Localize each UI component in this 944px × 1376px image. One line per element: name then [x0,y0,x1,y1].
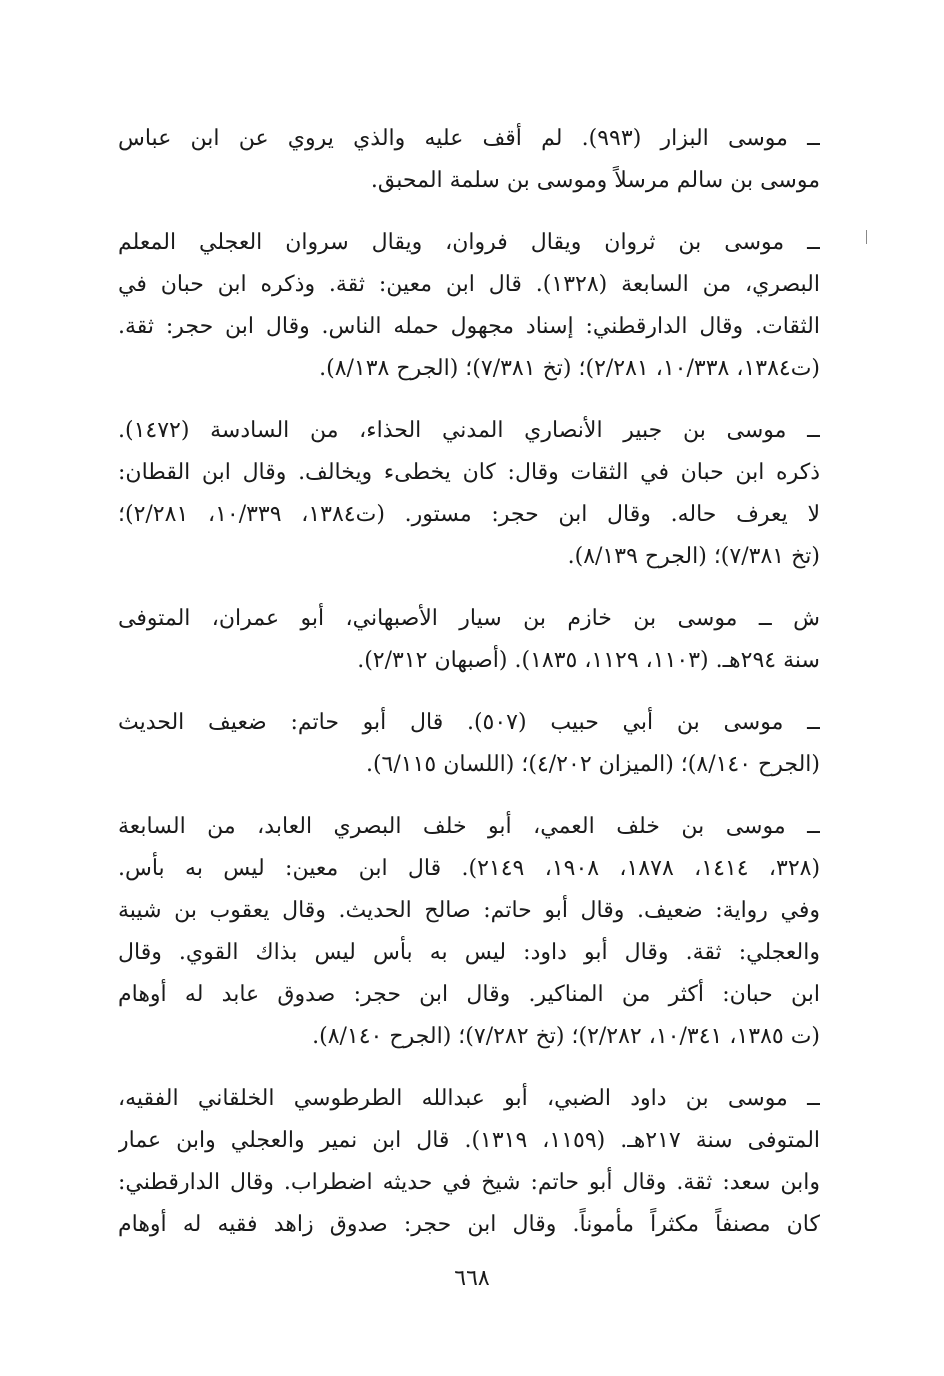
margin-mark [866,230,867,244]
text-line: المتوفى سنة ٢١٧هـ. (١١٥٩، ١٣١٩). قال ابن نمير والعجلي وابن عمار [118,1128,820,1153]
text-line: (٣٢٨، ١٤١٤، ١٨٧٨، ١٩٠٨، ٢١٤٩). قال ابن معين: ليس به بأس. [118,856,820,881]
entry-musa-ibn-khalaf [118,806,820,1058]
text-line: ــ موسى بن ثروان ويقال فروان، ويقال سروان العجلي المعلم [118,230,820,255]
text-line: ــ موسى بن خلف العمي، أبو خلف البصري العابد، من السابعة [118,814,820,839]
text-line: (ت ١٣٨٥، ١٠/٣٤١، ٢/٢٨٢)؛ (تخ ٧/٢٨٢)؛ (الجرح ٨/١٤٠). [312,1024,820,1049]
text-line: الثقات. وقال الدارقطني: إسناد مجهول حمله الناس. وقال ابن حجر: ثقة. [118,314,820,339]
page-body [118,118,820,1266]
text-line: لا يعرف حاله. وقال ابن حجر: مستور. (ت١٣٨٤، ١٠/٣٣٩، ٢/٢٨١)؛ [118,502,820,527]
text-line: وابن سعد: ثقة. وقال أبو حاتم: شيخ في حديثه اضطراب. وقال الدارقطني: [118,1170,820,1195]
text-line: (ت١٣٨٤، ١٠/٣٣٨، ٢/٢٨١)؛ (تخ ٧/٣٨١)؛ (الجرح ٨/١٣٨). [319,356,820,381]
text-line: البصري، من السابعة (١٣٢٨). قال ابن معين: ثقة. وذكره ابن حبان في [118,272,820,297]
text-line: ــ موسى البزار (٩٩٣). لم أقف عليه والذي يروي عن ابن عباس [118,126,820,151]
text-line: سنة ٢٩٤هـ. (١١٠٣، ١١٢٩، ١٨٣٥). (أصبهان ٢/٣١٢). [357,648,820,673]
text-line: (تخ ٧/٣٨١)؛ (الجرح ٨/١٣٩). [567,544,820,569]
text-line: ش ــ موسى بن خازم بن سيار الأصبهاني، أبو عمران، المتوفى [118,606,820,631]
entry-musa-al-bazzar [118,118,820,202]
entry-musa-ibn-tharwan [118,222,820,390]
text-line: والعجلي: ثقة. وقال أبو داود: ليس به بأس ليس بذاك القوي. وقال [118,940,820,965]
text-line: كان مصنفاً مكثراً مأموناً. وقال ابن حجر: صدوق زاهد فقيه له أوهام [118,1212,820,1237]
text-line: وفي رواية: ضعيف. وقال أبو حاتم: صالح الحديث. وقال يعقوب بن شيبة [118,898,820,923]
text-line: ــ موسى بن داود الضبي، أبو عبدالله الطرطوسي الخلقاني الفقيه، [118,1086,820,1111]
entry-musa-ibn-jubayr [118,410,820,578]
entry-musa-ibn-abi-habib [118,702,820,786]
text-line: (الجرح ٨/١٤٠)؛ (الميزان ٤/٢٠٢)؛ (اللسان ٦/١١٥). [365,752,820,777]
text-line: ــ موسى بن جبير الأنصاري المدني الحذاء، من السادسة (١٤٧٢). [118,418,820,443]
entry-musa-ibn-dawud [118,1078,820,1246]
page-number: ٦٦٨ [454,1266,490,1291]
text-line: ابن حبان: أكثر من المناكير. وقال ابن حجر: صدوق عابد له أوهام [118,982,820,1007]
text-line: موسى بن سالم مرسلاً وموسى بن سلمة المحبق. [370,168,820,193]
text-line: ذكره ابن حبان في الثقات وقال: كان يخطىء ويخالف. وقال ابن القطان: [118,460,820,485]
text-line: ــ موسى بن أبي حبيب (٥٠٧). قال أبو حاتم: ضعيف الحديث [118,710,820,735]
entry-musa-ibn-khazim [118,598,820,682]
